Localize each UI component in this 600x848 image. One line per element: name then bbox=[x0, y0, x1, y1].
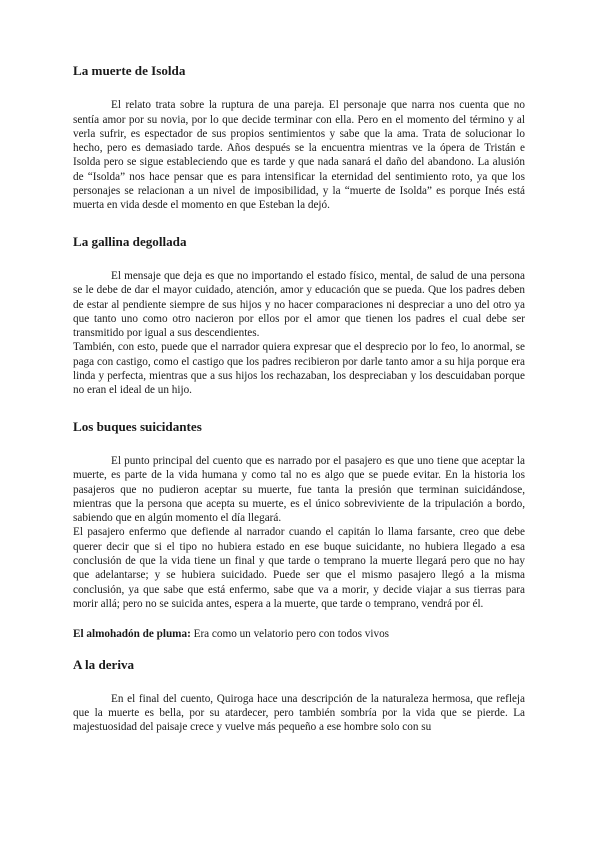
spacer bbox=[73, 642, 525, 658]
document-page bbox=[73, 64, 525, 735]
inline-section bbox=[73, 627, 525, 641]
section-heading: La gallina degollada bbox=[73, 233, 187, 249]
paragraph: El relato trata sobre la ruptura de una pareja. El personaje que narra nos cuenta que no sentía amor por su novia, por lo que decide terminar con ella. Pero en el momento del término y al verla sufrir, es espectador de sus propios sentimientos y sabe que la ama. Trata de solucionar lo hecho, pero es demasiado tarde. Años después se la encuentra mientras ve la ópera de Tristán e Isolda pero se sigue estableciendo que es tarde y que nada sanará el daño del abandono. La alusión de “Isolda” nos hace pensar que es para intensificar la eternidad del sentimiento roto, ya que los personajes se relacionan a un nivel de imposibilidad, y la “muerte de Isolda” es porque Inés está muerta en vida desde el momento en que Esteban la dejó. bbox=[73, 99, 525, 212]
section-heading: La muerte de Isolda bbox=[73, 63, 186, 78]
paragraph: También, con esto, puede que el narrador quiera expresar que el desprecio por lo feo, lo anormal, se paga con castigo, como el castigo que los padres recibieron por darle tanto amor a su hija porque era linda y perfecta, mientras que a sus hijos los rechazaban, los despreciaban y los descuidaban porque no eran el ideal de un hijo. bbox=[73, 341, 525, 397]
spacer bbox=[73, 672, 525, 692]
spacer bbox=[73, 249, 525, 269]
spacer bbox=[73, 434, 525, 454]
spacer bbox=[73, 611, 525, 627]
paragraph: El mensaje que deja es que no importando el estado físico, mental, de salud de una persona se le debe de dar el mayor cuidado, atención, amor y educación que se pueda. Que los padres deben de estar al pendiente siempre de sus hijos y no hacer comparaciones ni despreciar a uno del otro ya que tanto uno como otro nacieron por ellos por el amor que tienen los padres el cual debe ser transmitido por igual a sus descendientes. bbox=[73, 269, 525, 340]
section-heading: A la deriva bbox=[73, 656, 135, 672]
inline-section-text: Era como un velatorio pero con todos vivos bbox=[193, 628, 390, 641]
paragraph: El pasajero enfermo que defiende al narrador cuando el capitán lo llama farsante, creo que debe querer decir que si el tipo no hubiera estado en ese buque suicidante, no hubiera llegado a esa conclusión de que la vida tiene un final y que tarde o temprano la muerte llegará pero que no hay que adelantarse; y se hubiera suicidado. Puede ser que el mismo pasajero llegó a la misma conclusión, ya que sabe que está enfermo, sabe que va a morir, y decide viajar a sus tierras para morir allá; pero no se suicida antes, espera a la muerte, que tarde o temprano, vendrá por él. bbox=[73, 526, 525, 610]
paragraph: En el final del cuento, Quiroga hace una descripción de la naturaleza hermosa, que refleja que la muerte es bella, por su atardecer, pero también sombría por la vida que se pierde. La majestuosidad del paisaje crece y vuelve más pequeño a ese hombre solo con su bbox=[73, 692, 525, 734]
section-heading: Los buques suicidantes bbox=[73, 418, 202, 434]
spacer bbox=[73, 398, 525, 420]
spacer bbox=[73, 78, 525, 98]
spacer bbox=[73, 213, 525, 235]
section-heading: El almohadón de pluma: bbox=[73, 628, 191, 641]
paragraph: El punto principal del cuento que es narrado por el pasajero es que uno tiene que aceptar la muerte, es parte de la vida humana y como tal no es algo que se puede evitar. En la historia los pasajeros que no pudieron aceptar su muerte, fue tanta la presión que terminan suicidándose, mientras que la persona que acepta su muerte, es el único sobreviviente de la tripulación a bordo, sabiendo que en algún momento el día llegará. bbox=[73, 454, 525, 525]
